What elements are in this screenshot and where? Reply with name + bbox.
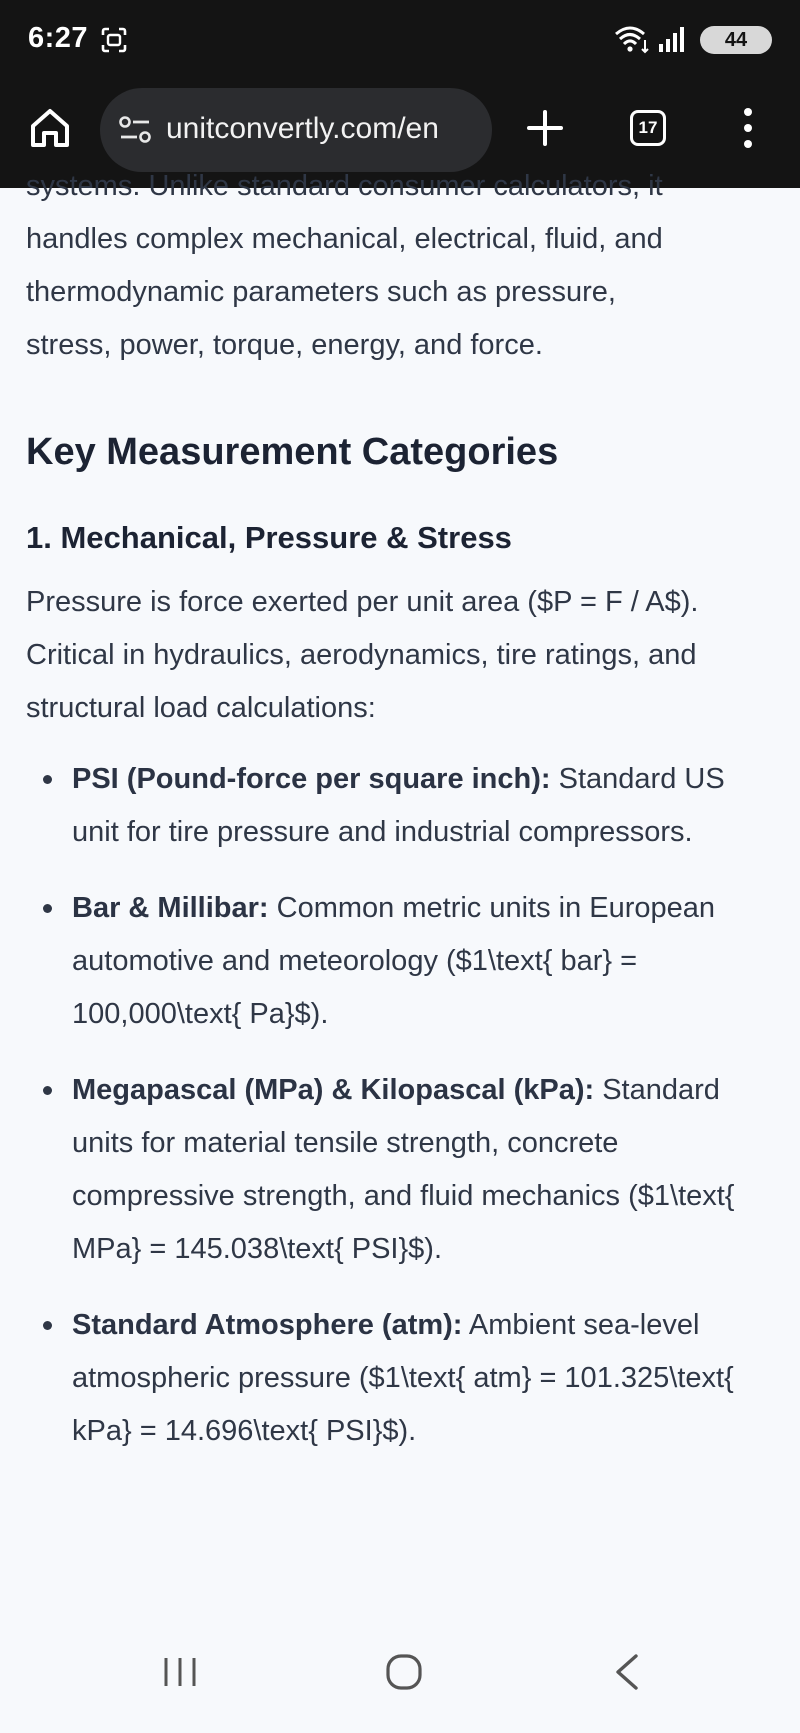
back-icon[interactable] [612,1652,642,1692]
system-nav-bar [0,1608,800,1733]
status-bar [0,0,800,82]
unit-description: Standard US unit for tire pressure and industrial compressors. [72,763,725,848]
subsection-paragraph: Pressure is force exerted per unit area ($P = F / A$). Critical in hydraulics, aerodynamics, tire ratings, and structural load calculations: [26,586,699,724]
intro-line: thermodynamic parameters such as pressure, [26,276,616,308]
list-item [26,1064,774,1276]
subsection-heading: 1. Mechanical, Pressure & Stress [26,520,512,555]
url-text[interactable]: unitconvertly.com/en [166,112,439,145]
more-vert-icon[interactable] [736,104,760,152]
intro-line: handles complex mechanical, electrical, fluid, and [26,223,663,255]
list-item [26,1299,774,1458]
battery-icon: 44 [700,26,772,54]
list-item [26,753,774,859]
status-time: 6:27 [28,22,89,54]
unit-description: Standard units for material tensile strength, concrete compressive strength, and fluid mechanics ($1\text{ MPa} = 145.038\text{ PSI}$). [72,1074,735,1265]
intro-line: stress, power, torque, energy, and force. [26,329,543,361]
home-icon[interactable] [26,104,74,152]
signal-icon [658,26,686,52]
unit-term: Standard Atmosphere (atm): [72,1309,463,1341]
site-info-icon[interactable] [118,114,152,146]
unit-list [26,753,774,1458]
bullet-icon [43,1086,52,1095]
recents-icon[interactable] [160,1654,200,1690]
intro-paragraph [26,160,774,372]
unit-term: Megapascal (MPa) & Kilopascal (kPa): [72,1074,595,1106]
intro-line: systems. Unlike standard consumer calculators, it [26,170,663,202]
unit-description: Common metric units in European automotive and meteorology ($1\text{ bar} = 100,000\text{ Pa}$). [72,892,716,1030]
home-circle-icon[interactable] [384,1652,424,1692]
bullet-icon [43,1321,52,1330]
section-heading: Key Measurement Categories [26,431,559,473]
screen-record-icon [100,26,128,54]
article-body [26,160,774,1481]
plus-icon[interactable] [525,108,565,148]
status-indicators [572,22,772,58]
unit-description: Ambient sea-level atmospheric pressure ($1\text{ atm} = 101.325\text{ kPa} = 14.696\text{ PSI}$). [72,1309,734,1447]
bullet-icon [43,904,52,913]
list-item [26,882,774,1041]
wifi-icon [614,24,650,54]
bullet-icon [43,775,52,784]
page-content [0,170,800,1608]
unit-term: PSI (Pound-force per square inch): [72,763,551,795]
unit-term: Bar & Millibar: [72,892,269,924]
tabs-icon[interactable]: 17 [630,110,666,146]
